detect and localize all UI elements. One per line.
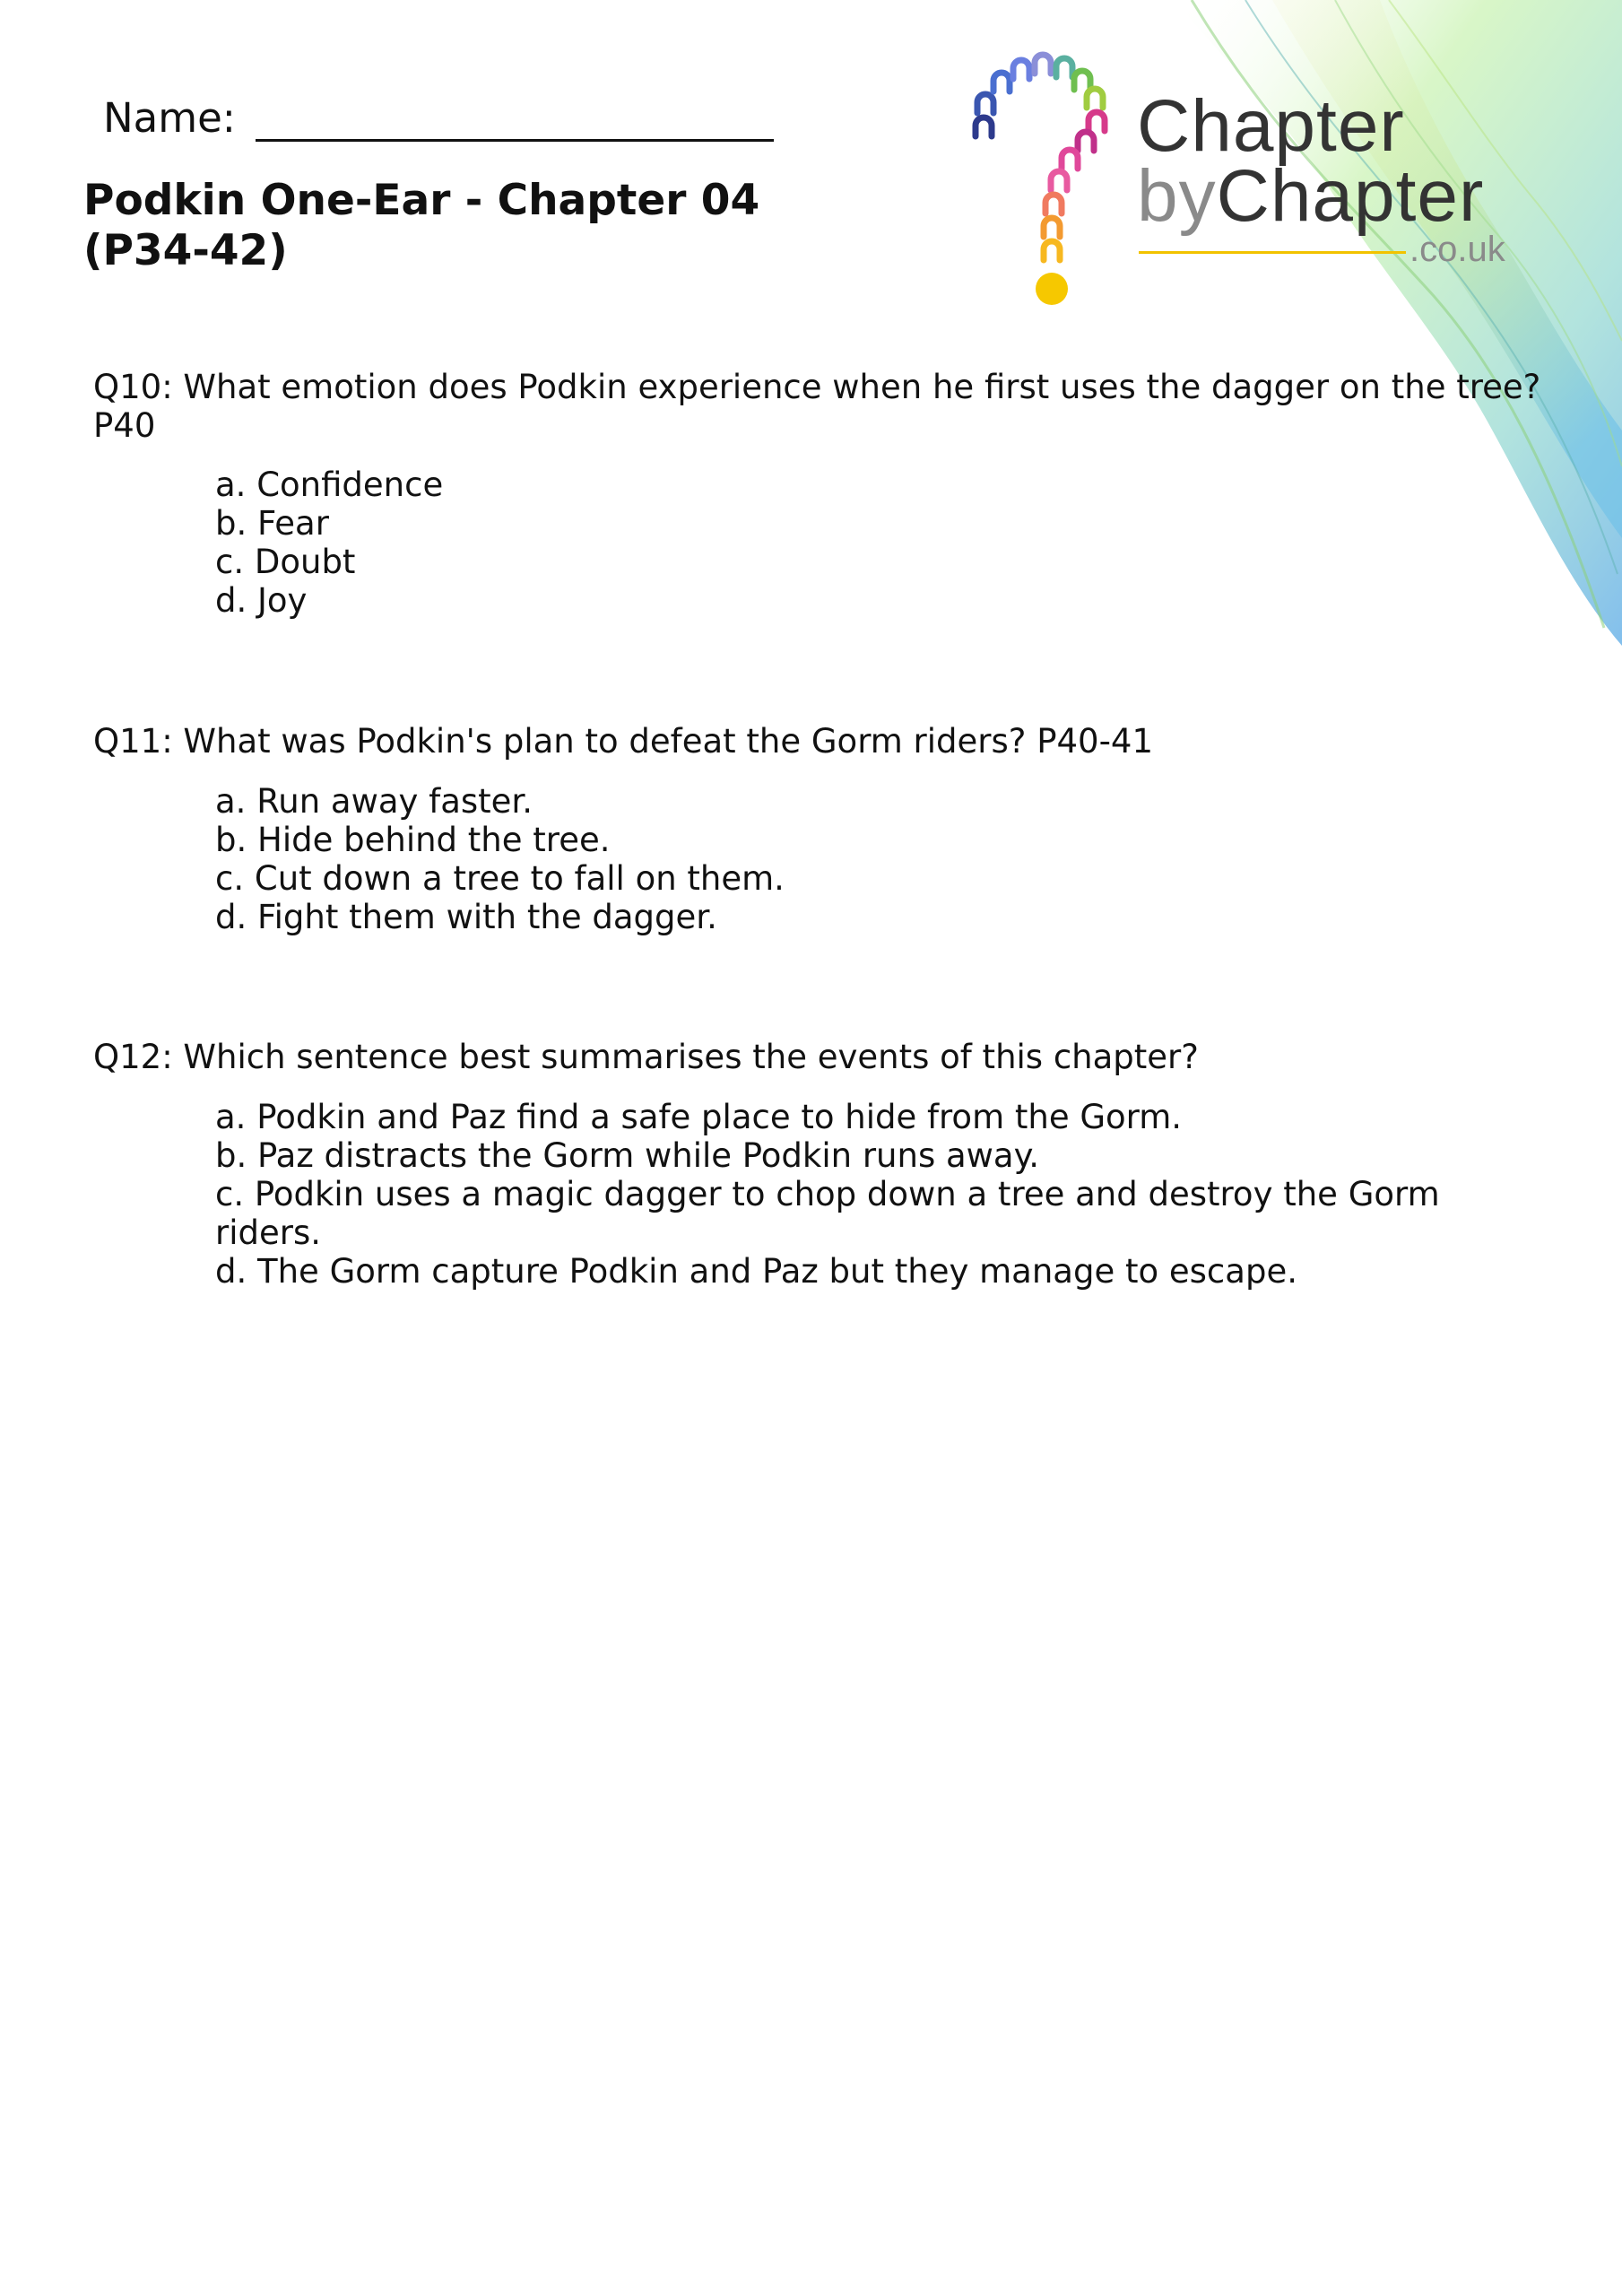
option-item[interactable]: d. The Gorm capture Podkin and Paz but they manage to escape. <box>215 1252 1297 1291</box>
question-12-options <box>215 1098 1488 1291</box>
option-item[interactable]: a. Podkin and Paz find a safe place to hide from the Gorm. <box>215 1098 1183 1136</box>
logo-wordmark-chapter-2: Chapter <box>1216 155 1485 237</box>
logo-underline <box>1139 251 1406 254</box>
question-11-options <box>215 782 1488 936</box>
option-item[interactable]: b. Paz distracts the Gorm while Podkin runs away. <box>215 1136 1039 1175</box>
logo-wordmark-by: by <box>1137 155 1217 237</box>
option-item[interactable]: b. Fear <box>215 504 329 543</box>
option-item[interactable]: a. Run away faster. <box>215 782 533 821</box>
option-item[interactable]: c. Podkin uses a magic dagger to chop down a tree and destroy the Gorm riders. <box>215 1175 1440 1252</box>
name-label: Name: <box>103 94 236 142</box>
worksheet-title: Podkin One-Ear - Chapter 04 (P34-42) <box>83 176 760 275</box>
logo-wordmark-bychapter <box>1137 155 1485 237</box>
option-item[interactable]: c. Doubt <box>215 543 356 581</box>
option-item[interactable]: b. Hide behind the tree. <box>215 821 611 859</box>
option-item[interactable]: d. Joy <box>215 581 308 620</box>
option-item[interactable]: d. Fight them with the dagger. <box>215 898 717 936</box>
name-field-row <box>103 94 774 142</box>
option-item[interactable]: a. Confidence <box>215 465 444 504</box>
question-12: Q12: Which sentence best summarises the events of this chapter? <box>93 1038 1199 1076</box>
question-11: Q11: What was Podkin's plan to defeat the Gorm riders? P40-41 <box>93 722 1154 761</box>
logo-domain: .co.uk <box>1409 230 1505 269</box>
question-10: Q10: What emotion does Podkin experience when he first uses the dagger on the tree? P40 <box>93 368 1541 445</box>
name-input-line[interactable] <box>256 96 774 142</box>
question-mark-books-icon <box>967 47 1137 316</box>
option-item[interactable]: c. Cut down a tree to fall on them. <box>215 859 785 898</box>
question-10-options <box>215 465 1488 620</box>
chapter-by-chapter-logo <box>967 47 1540 316</box>
logo-wordmark-chapter: Chapter <box>1137 85 1405 167</box>
